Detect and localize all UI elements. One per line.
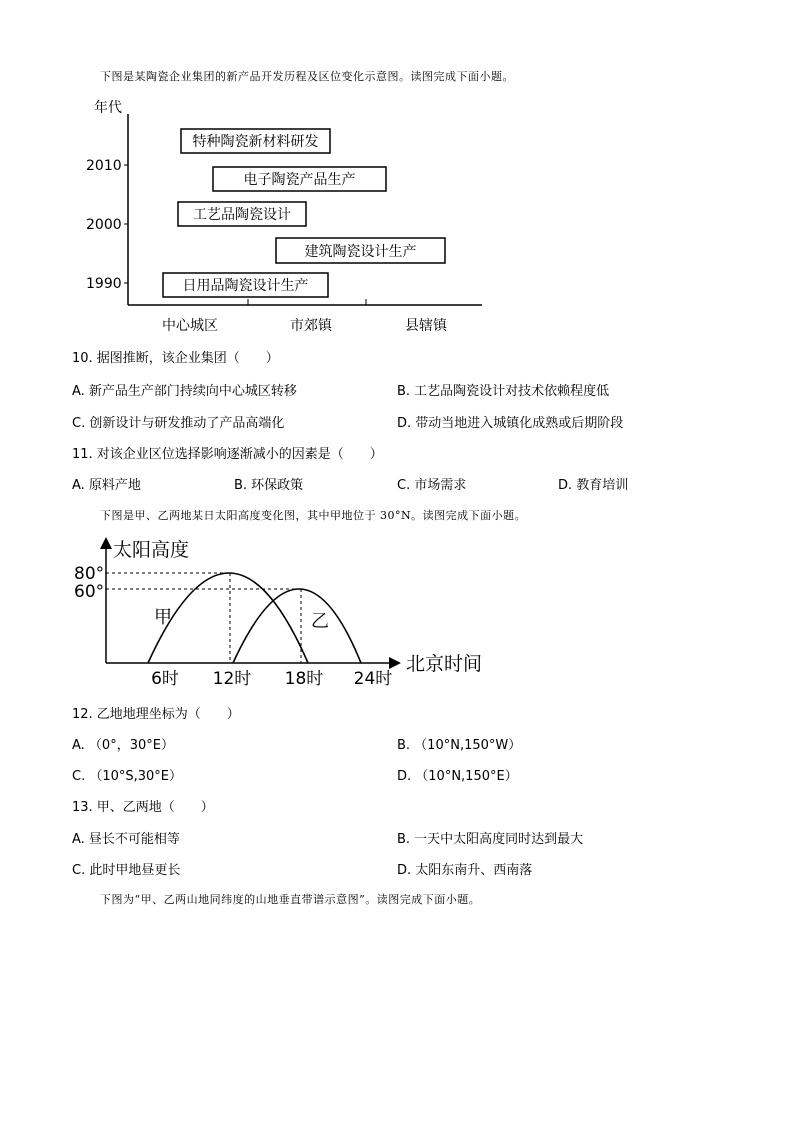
q10-option-a[interactable]: A. 新产品生产部门持续向中心城区转移 (72, 384, 297, 399)
ceramics-location-chart (80, 92, 500, 342)
timeline-box-label: 特种陶瓷新材料研发 (192, 134, 319, 150)
question-12-stem: 12. 乙地地理坐标为（ ） (72, 707, 240, 722)
x-tick-label: 6时 (151, 669, 179, 689)
y-tick-label-2000: 2000 (86, 217, 122, 233)
q10-option-b[interactable]: B. 工艺品陶瓷设计对技术依赖程度低 (397, 384, 610, 399)
y-tick-label-1990: 1990 (86, 276, 122, 292)
timeline-box-label: 日用品陶瓷设计生产 (182, 278, 309, 294)
question-13-stem: 13. 甲、乙两地（ ） (72, 800, 214, 815)
q12-option-c[interactable]: C. （10°S,30°E） (72, 769, 183, 784)
q11-option-a[interactable]: A. 原料产地 (72, 478, 141, 493)
y-axis-title: 太阳高度 (113, 539, 190, 561)
intro-text-2: 下图是甲、乙两地某日太阳高度变化图，其中甲地位于 30°N。读图完成下面小题。 (100, 509, 527, 522)
q12-option-a[interactable]: A. （0°，30°E） (72, 738, 174, 753)
x-axis-title: 北京时间 (406, 653, 483, 675)
y-tick-label-80: 80° (74, 564, 105, 584)
timeline-box-label: 建筑陶瓷设计生产 (304, 244, 417, 260)
intro-text-1: 下图是某陶瓷企业集团的新产品开发历程及区位变化示意图。读图完成下面小题。 (100, 70, 514, 83)
y-tick-label-2010: 2010 (86, 158, 122, 174)
timeline-box-label: 工艺品陶瓷设计 (193, 207, 291, 223)
question-10-stem: 10. 据图推断，该企业集团（ ） (72, 351, 279, 366)
x-tick-label: 24时 (353, 669, 393, 689)
sun-altitude-chart (68, 532, 498, 692)
x-tick-label: 18时 (284, 669, 324, 689)
q13-option-c[interactable]: C. 此时甲地昼更长 (72, 863, 181, 878)
x-tick-label: 中心城区 (162, 318, 218, 334)
series-label-jia: 甲 (154, 607, 172, 628)
q11-option-c[interactable]: C. 市场需求 (397, 478, 467, 493)
intro-text-3: 下图为“甲、乙两山地同纬度的山地垂直带谱示意图”。读图完成下面小题。 (100, 893, 481, 906)
q12-option-b[interactable]: B. （10°N,150°W） (397, 738, 522, 753)
q10-option-c[interactable]: C. 创新设计与研发推动了产品高端化 (72, 416, 285, 431)
timeline-box-label: 电子陶瓷产品生产 (243, 172, 356, 188)
q10-option-d[interactable]: D. 带动当地进入城镇化成熟或后期阶段 (397, 416, 624, 431)
q13-option-a[interactable]: A. 昼长不可能相等 (72, 832, 180, 847)
q11-option-b[interactable]: B. 环保政策 (234, 478, 304, 493)
curve-jia (148, 573, 308, 663)
y-tick-label-60: 60° (74, 582, 105, 602)
series-label-yi: 乙 (311, 611, 329, 632)
x-tick-label: 12时 (212, 669, 252, 689)
x-tick-label: 县辖镇 (405, 318, 447, 334)
q11-option-d[interactable]: D. 教育培训 (558, 478, 629, 493)
q12-option-d[interactable]: D. （10°N,150°E） (397, 769, 518, 784)
x-tick-label: 市郊镇 (290, 318, 332, 334)
q13-option-b[interactable]: B. 一天中太阳高度同时达到最大 (397, 832, 584, 847)
question-11-stem: 11. 对该企业区位选择影响逐渐减小的因素是（ ） (72, 447, 383, 462)
q13-option-d[interactable]: D. 太阳东南升、西南落 (397, 863, 533, 878)
y-axis-title: 年代 (94, 100, 122, 116)
curve-yi (233, 589, 361, 663)
